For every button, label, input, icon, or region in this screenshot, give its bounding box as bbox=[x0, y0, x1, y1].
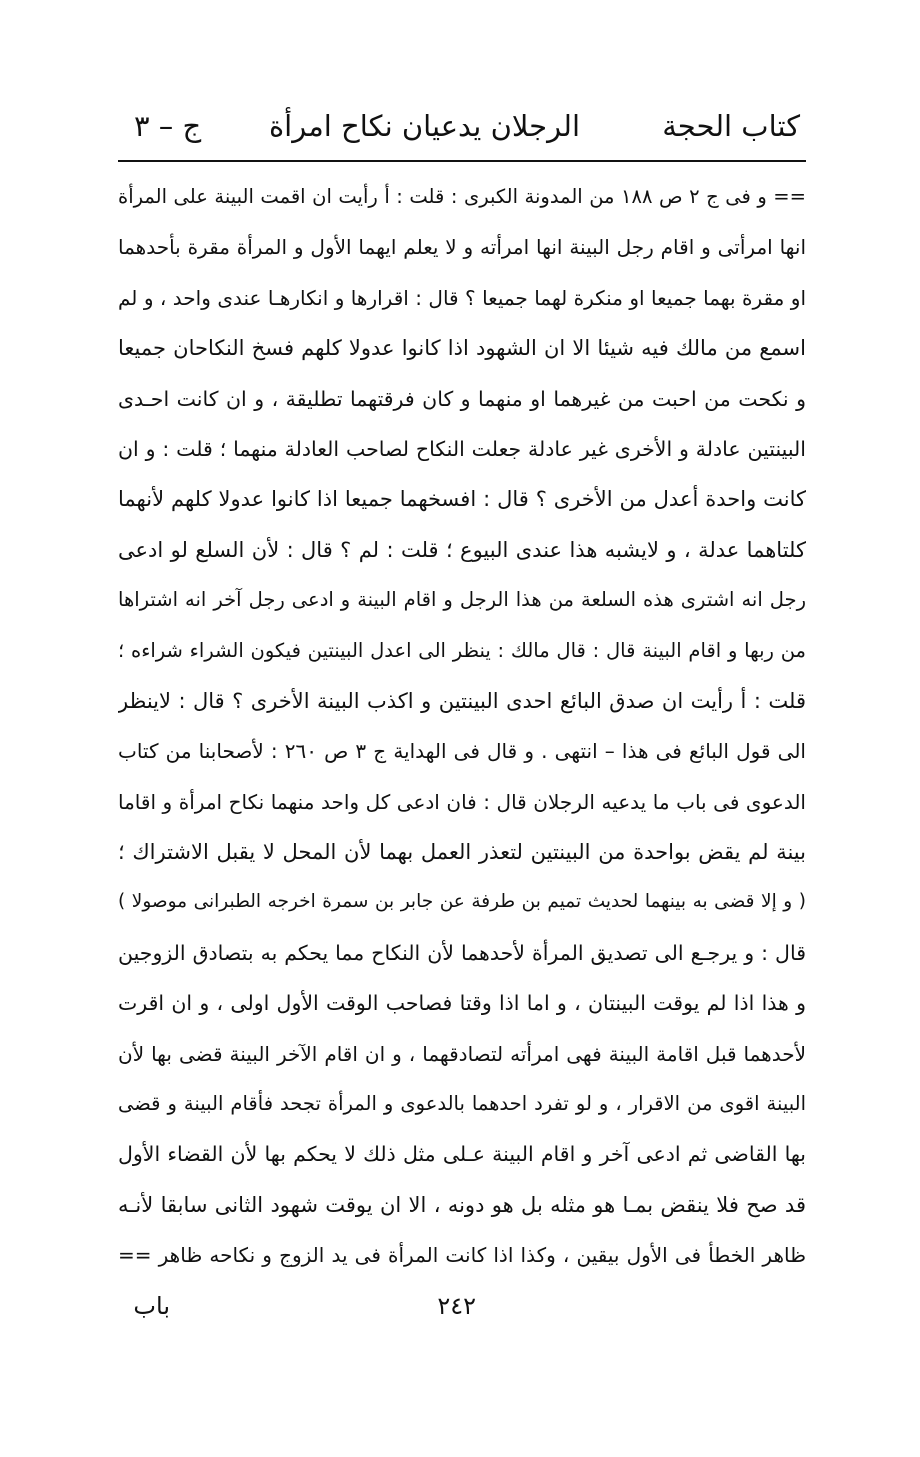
text-line: رجل انه اشترى هذه السلعة من هذا الرجل و اقام البينة و ادعى رجل آخر انه اشتراها bbox=[118, 588, 806, 612]
chapter-title: الرجلان يدعيان نكاح امرأة bbox=[268, 109, 580, 143]
text-line: == و فى ج ٢ ص ١٨٨ من المدونة الكبرى : قلت : أ رأيت ان اقمت البينة على المرأة bbox=[118, 185, 806, 208]
volume-number: ج – ٣ bbox=[134, 109, 202, 143]
text-line: البينة اقوى من الاقرار ، و لو تفرد احدهما بالدعوى و المرأة تجحد فأقام البينة و قضى bbox=[118, 1092, 806, 1116]
text-line: ظاهر الخطأ فى الأول بيقين ، وكذا اذا كانت المرأة فى يد الزوج و نكاحه ظاهر == bbox=[118, 1243, 806, 1268]
text-line: قد صح فلا ينقض بمـا هو مثله بل هو دونه ، الا ان يوقت شهود الثانى سابقا لأنـه bbox=[118, 1192, 806, 1217]
text-line: اسمع من مالك فيه شيئا الا ان الشهود اذا كانوا عدولا كلهم فسخ النكاحان جميعا bbox=[118, 336, 806, 361]
text-line: بها القاضى ثم ادعى آخر و اقام البينة عـلى مثل ذلك لا يحكم بها لأن القضاء الأول bbox=[118, 1142, 806, 1167]
text-line: قال : و يرجـع الى تصديق المرأة لأحدهما لأن النكاح مما يحكم به بتصادق الزوجين bbox=[118, 940, 806, 965]
text-line: و هذا اذا لم يوقت البينتان ، و اما اذا وقتا فصاحب الوقت الأول اولى ، و ان اقرت bbox=[118, 991, 806, 1016]
text-line: لأحدهما قبل اقامة البينة فهى امرأته لتصادقهما ، و ان اقام الآخر البينة قضى بها لأن bbox=[118, 1041, 806, 1066]
text-line: انها امرأتى و اقام رجل البينة انها امرأته و لا يعلم ايهما الأول و المرأة مقرة بأحدهما bbox=[118, 235, 806, 260]
catchword: باب bbox=[133, 1292, 170, 1320]
body-text bbox=[118, 172, 806, 1281]
text-line: البينتين عادلة و الأخرى غير عادلة جعلت النكاح لصاحب العادلة منهما ؛ قلت : و ان bbox=[118, 436, 806, 461]
text-line: كانت واحدة أعدل من الأخرى ؟ قال : افسخهما جميعا اذا كانوا عدولا كلهم لأنهما bbox=[118, 487, 806, 512]
running-header bbox=[118, 104, 810, 154]
page-number: ٢٤٢ bbox=[437, 1292, 476, 1320]
text-line: قلت : أ رأيت ان صدق البائع احدى البينتين و اكذب البينة الأخرى ؟ قال : لاينظر bbox=[118, 688, 806, 713]
text-line: ( و إلا قضى به بينهما لحديث تميم بن طرفة عن جابر بن سمرة اخرجه الطبرانى موصولا ) bbox=[118, 891, 806, 913]
text-line: او مقرة بهما جميعا او منكرة لهما جميعا ؟ قال : اقرارها و انكارهـا عندى واحد ، و لم bbox=[118, 285, 806, 310]
text-line: و نكحت من احبت من غيرهما او منهما و كان فرقتهما تطليقة ، و ان كانت احـدى bbox=[118, 386, 806, 411]
page-footer bbox=[118, 1288, 806, 1328]
text-line: الدعوى فى باب ما يدعيه الرجلان قال : فان ادعى كل واحد منهما نكاح امرأة و اقاما bbox=[118, 789, 806, 814]
book-title: كتاب الحجة bbox=[662, 109, 800, 143]
text-line: الى قول البائع فى هذا – انتهى . و قال فى الهداية ج ٣ ص ٢٦٠ : لأصحابنا من كتاب bbox=[118, 739, 806, 764]
header-rule bbox=[118, 160, 806, 162]
text-line: بينة لم يقض بواحدة من البينتين لتعذر العمل بهما لأن المحل لا يقبل الاشتراك ؛ bbox=[118, 840, 806, 865]
text-line: من ربها و اقام البينة قال : قال مالك : ينظر الى اعدل البينتين فيكون الشراء شراءه ؛ bbox=[118, 638, 806, 662]
text-line: كلتاهما عدلة ، و لايشبه هذا عندى البيوع ؛ قلت : لم ؟ قال : لأن السلع لو ادعى bbox=[118, 537, 806, 562]
